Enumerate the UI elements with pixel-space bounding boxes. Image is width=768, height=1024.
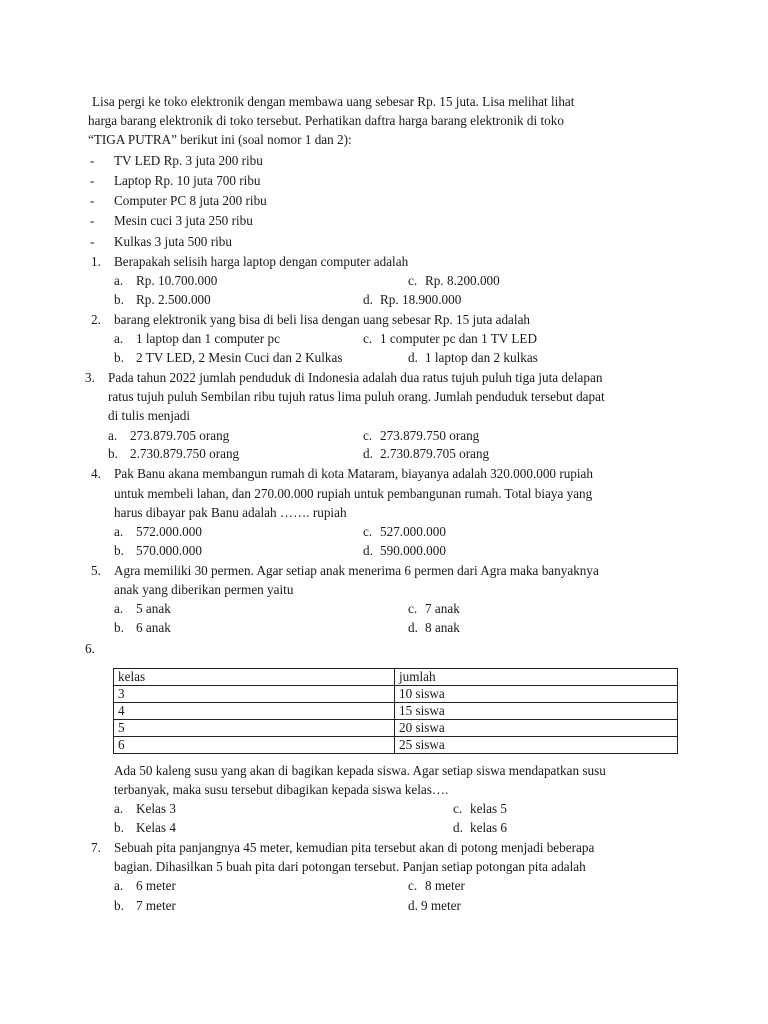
question-number: 1.	[91, 254, 101, 269]
question-text: Sebuah pita panjangnya 45 meter, kemudian pita tersebut akan di potong menjadi beberapa	[114, 840, 595, 855]
question-text: Berapakah selisih harga laptop dengan computer adalah	[114, 254, 409, 269]
option-text: Kelas 4	[136, 820, 176, 835]
option-text: 570.000.000	[136, 543, 202, 558]
option-letter: d.	[453, 820, 463, 835]
question-text: Agra memiliki 30 permen. Agar setiap anak menerima 6 permen dari Agra maka banyaknya	[114, 563, 599, 578]
question-number: 5.	[91, 563, 101, 578]
option-text: 527.000.000	[380, 524, 446, 539]
question-number: 2.	[91, 312, 101, 327]
question-text: bagian. Dihasilkan 5 buah pita dari potongan tersebut. Panjan setiap potongan pita adalah	[114, 859, 586, 874]
table-cell: 25 siswa	[395, 737, 678, 754]
intro-line: Lisa pergi ke toko elektronik dengan membawa uang sebesar Rp. 15 juta. Lisa melihat lihat	[92, 94, 575, 109]
option-text: 2 TV LED, 2 Mesin Cuci dan 2 Kulkas	[136, 350, 343, 365]
table-cell: 4	[114, 703, 395, 720]
table-cell: 6	[114, 737, 395, 754]
option-text: Rp. 2.500.000	[136, 292, 211, 307]
price-bullet: -	[90, 153, 95, 168]
table-row	[114, 703, 678, 720]
option-letter: d.	[408, 898, 418, 913]
option-letter: c.	[408, 601, 418, 616]
question-text: barang elektronik yang bisa di beli lisa dengan uang sebesar Rp. 15 juta adalah	[114, 312, 531, 327]
table-cell: 15 siswa	[395, 703, 678, 720]
question-text: Pada tahun 2022 jumlah penduduk di Indonesia adalah dua ratus tujuh puluh tiga juta delapan	[108, 370, 603, 385]
option-letter: d.	[408, 620, 418, 635]
option-text: 273.879.750 orang	[380, 428, 480, 443]
table-row	[114, 720, 678, 737]
question-number: 6.	[85, 641, 95, 656]
question-text: Pak Banu akana membangun rumah di kota Mataram, biayanya adalah 320.000.000 rupiah	[114, 466, 594, 481]
option-letter: a.	[114, 273, 124, 288]
option-text: 5 anak	[136, 601, 171, 616]
option-text: Rp. 18.900.000	[380, 292, 462, 307]
price-item: Kulkas 3 juta 500 ribu	[114, 234, 232, 249]
option-text: 572.000.000	[136, 524, 202, 539]
option-letter: d.	[363, 446, 373, 461]
option-text: 1 computer pc dan 1 TV LED	[380, 331, 537, 346]
price-bullet: -	[90, 213, 95, 228]
option-letter: b.	[108, 446, 118, 461]
option-letter: b.	[114, 292, 124, 307]
question-text: Ada 50 kaleng susu yang akan di bagikan kepada siswa. Agar setiap siswa mendapatkan susu	[114, 763, 606, 778]
option-text: 590.000.000	[380, 543, 446, 558]
price-item: Laptop Rp. 10 juta 700 ribu	[114, 173, 261, 188]
option-letter: a.	[114, 801, 124, 816]
option-letter: a.	[114, 524, 124, 539]
price-item: Computer PC 8 juta 200 ribu	[114, 193, 267, 208]
price-bullet: -	[90, 173, 95, 188]
table-header-row	[114, 669, 678, 686]
option-letter: b.	[114, 620, 124, 635]
option-text: 6 meter	[136, 878, 176, 893]
option-letter: c.	[408, 273, 418, 288]
question-text: di tulis menjadi	[108, 408, 191, 423]
option-text: 2.730.879.705 orang	[380, 446, 490, 461]
option-text: 8 anak	[425, 620, 460, 635]
option-letter: a.	[114, 601, 124, 616]
option-text: 273.879.705 orang	[130, 428, 230, 443]
table-row	[114, 737, 678, 754]
question-text: ratus tujuh puluh Sembilan ribu tujuh ratus lima puluh orang. Jumlah penduduk tersebut dapat	[108, 389, 605, 404]
option-letter: b.	[114, 820, 124, 835]
intro-line: “TIGA PUTRA” berikut ini (soal nomor 1 dan 2):	[88, 132, 352, 147]
option-text: Kelas 3	[136, 801, 176, 816]
table-cell: 3	[114, 686, 395, 703]
question-number: 3.	[85, 370, 95, 385]
option-letter: b.	[114, 898, 124, 913]
option-letter: c.	[363, 524, 373, 539]
option-text: 6 anak	[136, 620, 171, 635]
table-cell: 5	[114, 720, 395, 737]
option-letter: b.	[114, 543, 124, 558]
option-text: 1 laptop dan 2 kulkas	[425, 350, 538, 365]
option-letter: a.	[114, 878, 124, 893]
table-header-cell: jumlah	[395, 669, 678, 686]
question-text: terbanyak, maka susu tersebut dibagikan kepada siswa kelas….	[114, 782, 449, 797]
option-letter: a.	[114, 331, 124, 346]
option-text: Rp. 8.200.000	[425, 273, 500, 288]
question-number: 7.	[91, 840, 101, 855]
question-text: anak yang diberikan permen yaitu	[114, 582, 294, 597]
option-letter: c.	[363, 428, 373, 443]
option-text: 2.730.879.750 orang	[130, 446, 240, 461]
price-bullet: -	[90, 234, 95, 249]
price-item: TV LED Rp. 3 juta 200 ribu	[114, 153, 263, 168]
option-letter: d.	[363, 543, 373, 558]
option-text: 7 meter	[136, 898, 176, 913]
option-letter: c.	[408, 878, 418, 893]
price-bullet: -	[90, 193, 95, 208]
question-number: 4.	[91, 466, 101, 481]
option-letter: a.	[108, 428, 118, 443]
price-item: Mesin cuci 3 juta 250 ribu	[114, 213, 253, 228]
option-text: 1 laptop dan 1 computer pc	[136, 331, 280, 346]
option-letter: c.	[453, 801, 463, 816]
kelas-table	[113, 668, 678, 754]
option-letter: d.	[408, 350, 418, 365]
option-letter: d.	[363, 292, 373, 307]
option-text: 8 meter	[425, 878, 465, 893]
question-text: untuk membeli lahan, dan 270.00.000 rupiah untuk pembangunan rumah. Total biaya yang	[114, 486, 593, 501]
table-header-cell: kelas	[114, 669, 395, 686]
option-text: kelas 5	[470, 801, 507, 816]
option-text: Rp. 10.700.000	[136, 273, 218, 288]
option-letter: c.	[363, 331, 373, 346]
table-cell: 10 siswa	[395, 686, 678, 703]
question-text: harus dibayar pak Banu adalah ……. rupiah	[114, 505, 347, 520]
option-text: kelas 6	[470, 820, 507, 835]
option-letter: b.	[114, 350, 124, 365]
table-row	[114, 686, 678, 703]
intro-line: harga barang elektronik di toko tersebut. Perhatikan daftra harga barang elektronik di toko	[88, 113, 564, 128]
table-cell: 20 siswa	[395, 720, 678, 737]
option-text: 7 anak	[425, 601, 460, 616]
option-text: 9 meter	[421, 898, 461, 913]
